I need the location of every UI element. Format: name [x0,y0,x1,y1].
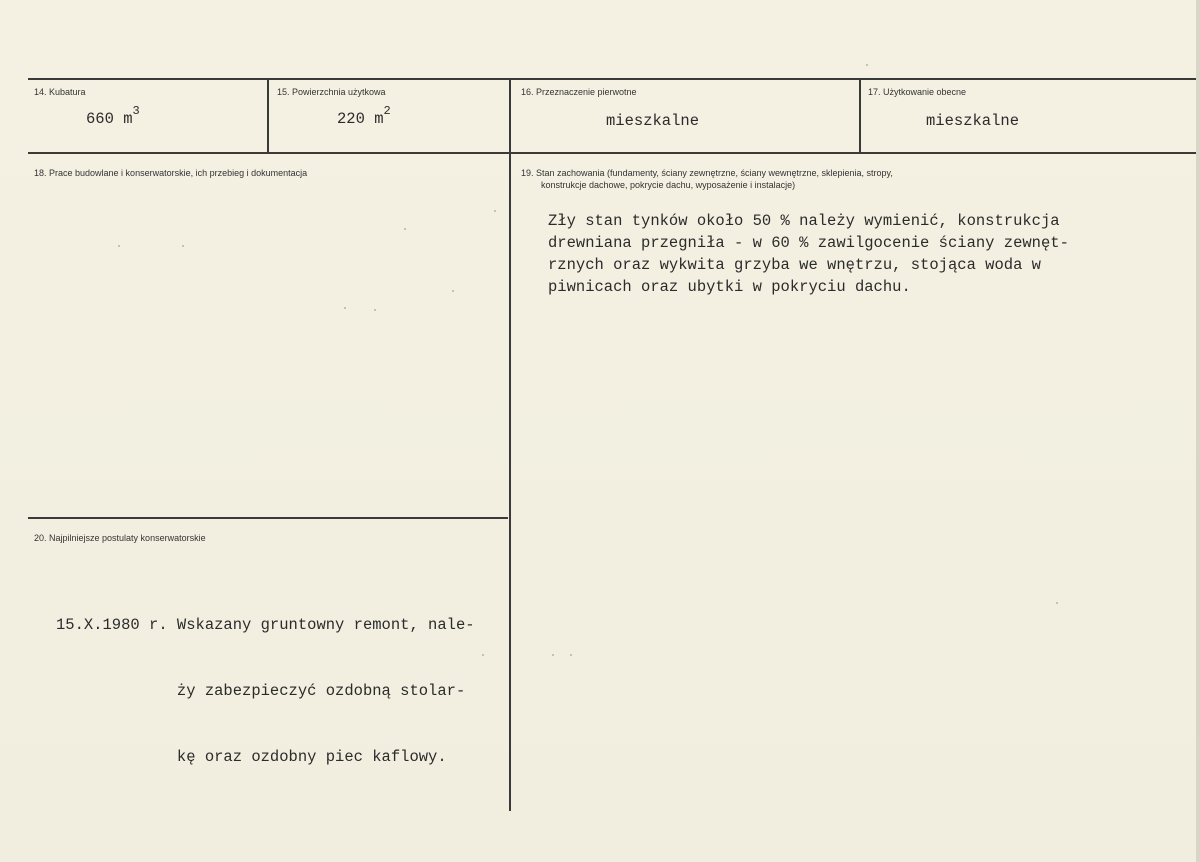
uzytkowanie-label: 17. Użytkowanie obecne [868,87,967,97]
przeznaczenie-value: mieszkalne [606,112,700,130]
col-divider-1 [267,79,269,153]
paper-speck [452,290,454,292]
kubatura-label: 14. Kubatura [34,87,86,97]
postulaty-line: ży zabezpieczyć ozdobną stolar- [56,682,466,700]
powierzchnia-exponent: 2 [383,104,391,118]
postulaty-line: kę oraz ozdobny piec kaflowy. [56,748,447,766]
paper-speck [374,309,376,311]
powierzchnia-label: 15. Powierzchnia użytkowa [277,87,386,97]
paper-speck [866,64,868,66]
paper-speck [118,245,120,247]
col-divider-2 [509,79,511,811]
top-rule [28,78,1200,80]
postulaty-label: 20. Najpilniejsze postulaty konserwatorskie [34,533,206,543]
paper-speck [1056,602,1058,604]
przeznaczenie-label: 16. Przeznaczenie pierwotne [521,87,637,97]
stan-zachowania-line: drewniana przegniła - w 60 % zawilgocenie ściany zewnęt- [548,234,1069,252]
kubatura-number: 660 m [86,110,133,128]
postulaty-line: 15.X.1980 r. Wskazany gruntowny remont, nale- [56,616,475,634]
paper-speck [344,307,346,309]
paper-speck [482,654,484,656]
paper-speck [494,210,496,212]
kubatura-exponent: 3 [132,104,140,118]
paper-speck [404,228,406,230]
powierzchnia-number: 220 m [337,110,384,128]
kubatura-value [86,104,140,130]
uzytkowanie-value: mieszkalne [926,112,1020,130]
section-divider [28,517,508,519]
paper-speck [552,654,554,656]
stan-zachowania-text [548,210,1069,298]
stan-zachowania-label-line1: 19. Stan zachowania (fundamenty, ściany zewnętrzne, ściany wewnętrzne, sklepienia, stropy, [521,168,893,178]
stan-zachowania-line: piwnicach oraz ubytki w pokryciu dachu. [548,278,911,296]
stan-zachowania-label-line2: konstrukcje dachowe, pokrycie dachu, wyposażenie i instalacje) [541,180,796,190]
card-edge [1196,0,1200,862]
stan-zachowania-line: rznych oraz wykwita grzyba we wnętrzu, stojąca woda w [548,256,1041,274]
powierzchnia-value [337,104,391,130]
paper-speck [182,245,184,247]
prace-budowlane-label: 18. Prace budowlane i konserwatorskie, ich przebieg i dokumentacja [34,168,308,178]
paper-speck [570,654,572,656]
postulaty-text [56,570,475,812]
stan-zachowania-line: Zły stan tynków około 50 % należy wymienić, konstrukcja [548,212,1060,230]
col-divider-3 [859,79,861,153]
row-divider [28,152,1200,154]
